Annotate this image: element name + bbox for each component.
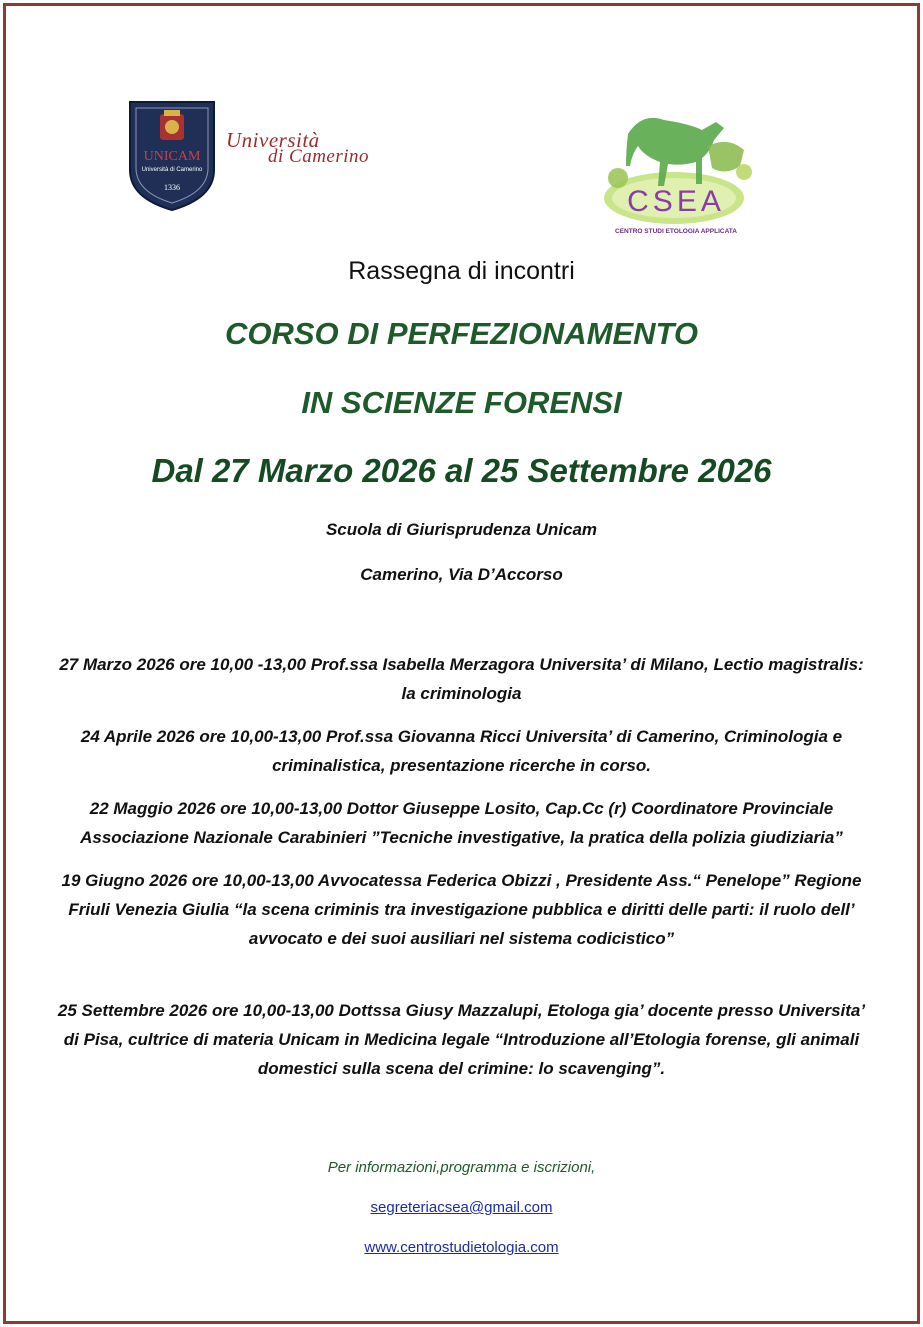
event-item: 25 Settembre 2026 ore 10,00-13,00 Dottssa Giusy Mazzalupi, Etologa gia’ docente presso Universita’ di Pisa, cultrice di materia Unicam in Medicina legale “Introduzione all’Etologia forense, gli animali domestici sulla scena del crimine: lo scavenging”.	[57, 1001, 866, 1078]
email-link-wrapper	[0, 1199, 923, 1216]
unicam-badge-subtitle: Università di Camerino	[141, 167, 203, 173]
event-item: 22 Maggio 2026 ore 10,00-13,00 Dottor Giuseppe Losito, Cap.Cc (r) Coordinatore Provinciale Associazione Nazionale Carabinieri ”Tecniche investigative, la pratica della polizia giudiziaria”	[80, 799, 843, 847]
event-item: 27 Marzo 2026 ore 10,00 -13,00 Prof.ssa Isabella Merzagora Universita’ di Milano, Lectio magistralis: la criminologia	[59, 655, 864, 703]
email-link[interactable]: segreteriacsea@gmail.com	[370, 1199, 553, 1216]
event-item: 19 Giugno 2026 ore 10,00-13,00 Avvocatessa Federica Obizzi , Presidente Ass.“ Penelope” Regione Friuli Venezia Giulia “la scena criminis tra investigazione pubblica e diritti delle parti: il ruolo dell’ avvocato e dei suoi ausiliari nel sistema codicistico”	[61, 871, 862, 948]
wordmark-line2: di Camerino	[268, 146, 370, 167]
csea-logo-subtitle: CENTRO STUDI ETOLOGIA APPLICATA	[615, 228, 737, 235]
school-name: Scuola di Giurisprudenza Unicam	[325, 520, 598, 539]
unicam-wordmark	[226, 128, 406, 172]
intro-text: Rassegna di incontri	[348, 257, 575, 285]
wordmark-line1: Università	[226, 128, 320, 152]
title-line2: IN SCIENZE FORENSI	[301, 385, 622, 420]
info-line: Per informazioni,programma e iscrizioni,	[327, 1159, 596, 1176]
csea-logo	[598, 106, 758, 238]
event-item: 24 Aprile 2026 ore 10,00-13,00 Prof.ssa Giovanna Ricci Universita’ di Camerino, Criminologia e criminalistica, presentazione ricerche in corso.	[80, 727, 843, 775]
unicam-badge-text: UNICAM	[143, 149, 201, 164]
website-link[interactable]: www.centrostudietologia.com	[364, 1239, 559, 1256]
website-link-wrapper	[0, 1239, 923, 1256]
unicam-logo	[128, 100, 216, 212]
dates-heading: Dal 27 Marzo 2026 al 25 Settembre 2026	[151, 452, 772, 489]
events-list	[50, 650, 873, 1083]
location: Camerino, Via D’Accorso	[360, 565, 563, 584]
title-line1: CORSO DI PERFEZIONAMENTO	[224, 316, 699, 351]
unicam-badge-year: 1336	[164, 183, 180, 192]
csea-logo-text: CSEA	[627, 185, 725, 218]
